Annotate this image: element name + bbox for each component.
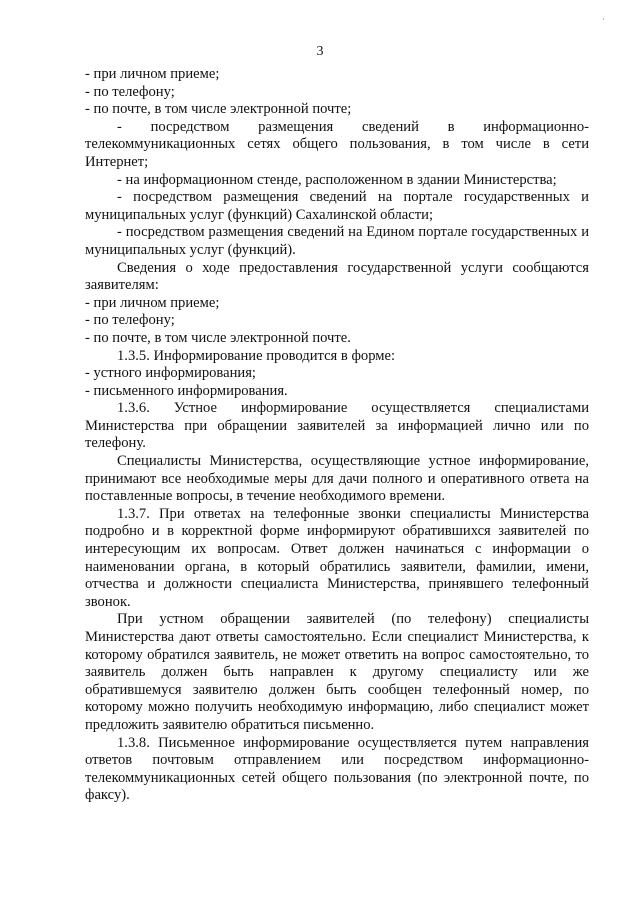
list-item-regional-portal: - посредством размещения сведений на портале государственных и муниципальных услуг (функций) Сахалинской области; xyxy=(85,189,589,223)
list-item-unified-portal: - посредством размещения сведений на Едином портале государственных и муниципальных услуг (функций). xyxy=(85,224,589,258)
paragraph-specialists: Специалисты Министерства, осуществляющие устное информирование, принимают все необходимые меры для дачи полного и оперативного ответа на поставленные вопросы, в течение необходимого времени. xyxy=(85,453,589,505)
list-item-written: - письменного информирования. xyxy=(85,382,288,399)
paragraph-status-info: Сведения о ходе предоставления государственной услуги сообщаются заявителям: xyxy=(85,259,589,294)
list-item-info-stand: - на информационном стенде, расположенном в здании Министерства; xyxy=(117,171,557,188)
paragraph-1-3-5: 1.3.5. Информирование проводится в форме: xyxy=(117,347,396,364)
paragraph-oral-request: При устном обращении заявителей (по телефону) специалисты Министерства дают ответы самостоятельно. Если специалист Министерства, к которому обратился заявитель, не может ответить на вопрос самостоятельно, то заявитель должен быть направлен к другому специалисту или же обратившемуся заявителю должен быть сообщен телефонный номер, по которому можно получить необходимую информацию, либо специалист может предложить заявителю обратиться письменно. xyxy=(85,611,589,733)
document-body xyxy=(85,66,589,805)
list-item-mail: - по почте, в том числе электронной почте; xyxy=(85,101,352,118)
list-item-mail-2: - по почте, в том числе электронной почте. xyxy=(85,329,351,346)
paragraph-1-3-6: 1.3.6. Устное информирование осуществляется специалистами Министерства при обращении заявителей за информацией лично или по телефону. xyxy=(85,400,589,452)
page-number: 3 xyxy=(316,44,324,59)
list-item-phone-2: - по телефону; xyxy=(85,312,175,329)
corner-mark: · xyxy=(602,14,605,24)
paragraph-1-3-8: 1.3.8. Письменное информирование осуществляется путем направления ответов почтовым отправлением или посредством информационно-телекоммуникационных сетей общего пользования (по электронной почте, по факсу). xyxy=(85,734,589,804)
list-item-phone: - по телефону; xyxy=(85,83,175,100)
list-item-oral: - устного информирования; xyxy=(85,365,256,382)
paragraph-1-3-7: 1.3.7. При ответах на телефонные звонки специалисты Министерства подробно и в корректной форме информируют обратившихся заявителей по интересующим их вопросам. Ответ должен начинаться с информации о наименовании органа, в который обратились заявители, фамилии, имени, отчества и должности специалиста Министерства, принявшего телефонный звонок. xyxy=(85,505,589,610)
list-item-internet: - посредством размещения сведений в информационно-телекоммуникационных сетях общего пользования, в том числе в сети Интернет; xyxy=(85,118,589,170)
list-item-in-person: - при личном приеме; xyxy=(85,66,220,82)
list-item-in-person-2: - при личном приеме; xyxy=(85,294,220,311)
